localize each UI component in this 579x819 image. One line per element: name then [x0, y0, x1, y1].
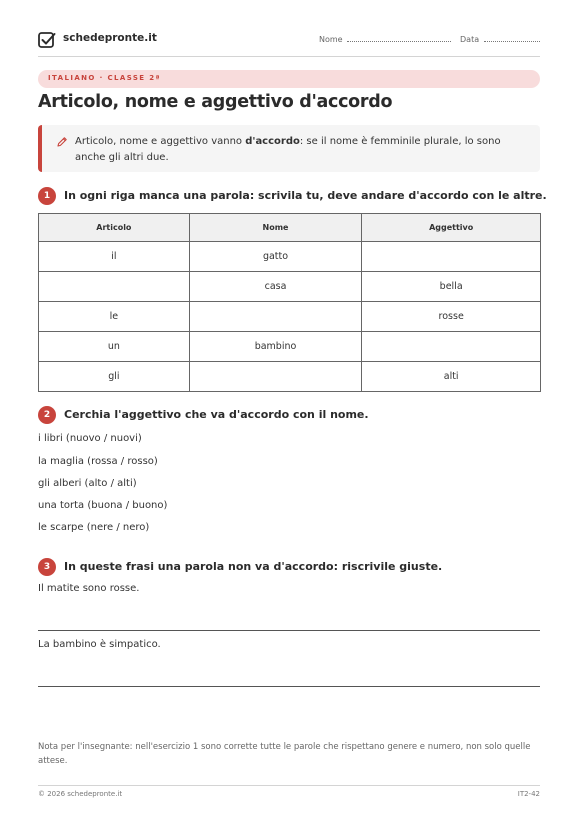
column-header: Nome — [189, 214, 362, 242]
table-cell: bambino — [189, 332, 362, 362]
exercise-number-badge: 1 — [38, 187, 56, 205]
sentence-text: La bambino è simpatico. — [38, 639, 161, 650]
sentence-text: Il matite sono rosse. — [38, 583, 140, 594]
table-header-row — [39, 214, 541, 242]
table-row — [39, 362, 541, 392]
column-header: Aggettivo — [362, 214, 541, 242]
table-cell: le — [39, 302, 190, 332]
agreement-table — [38, 213, 541, 392]
answer-cell[interactable] — [362, 242, 541, 272]
checkbox-icon — [38, 31, 56, 49]
date-field[interactable] — [460, 35, 540, 44]
table-cell: rosse — [362, 302, 541, 332]
table-cell: il — [39, 242, 190, 272]
answer-cell[interactable] — [189, 302, 362, 332]
footer-copyright: © 2026 schedepronte.it — [38, 790, 123, 798]
footer-code: IT2-42 — [517, 790, 540, 798]
list-item[interactable]: la maglia (rossa / rosso) — [38, 456, 158, 467]
page-header — [38, 29, 540, 57]
table-cell: alti — [362, 362, 541, 392]
exercise-number-badge: 3 — [38, 558, 56, 576]
exercise-instruction: In ogni riga manca una parola: scrivila tu, deve andare d'accordo con le altre. — [64, 189, 547, 202]
table-row — [39, 242, 541, 272]
list-item[interactable]: i libri (nuovo / nuovi) — [38, 433, 142, 444]
pencil-icon — [56, 136, 68, 148]
table-row — [39, 272, 541, 302]
answer-cell[interactable] — [39, 272, 190, 302]
page-title: Articolo, nome e aggettivo d'accordo — [38, 92, 393, 112]
brand-name: schedepronte.it — [63, 32, 157, 44]
answer-cell[interactable] — [362, 332, 541, 362]
table-cell: casa — [189, 272, 362, 302]
exercise-instruction: In queste frasi una parola non va d'accordo: riscrivile giuste. — [64, 560, 443, 573]
column-header: Articolo — [39, 214, 190, 242]
list-item[interactable]: una torta (buona / buono) — [38, 500, 168, 511]
list-item[interactable]: le scarpe (nere / nero) — [38, 522, 150, 533]
name-field[interactable] — [319, 35, 451, 44]
info-text: Articolo, nome e aggettivo vanno d'accordo: se il nome è femminile plurale, lo sono anche gli altri due. — [75, 136, 501, 163]
teacher-note: Nota per l'insegnante: nell'esercizio 1 sono corrette tutte le parole che rispettano genere e numero, non solo quelle attese. — [38, 742, 531, 766]
answer-line[interactable] — [38, 686, 540, 687]
table-cell: un — [39, 332, 190, 362]
exercise-number-badge: 2 — [38, 406, 56, 424]
answer-line[interactable] — [38, 630, 540, 631]
table-cell: gli — [39, 362, 190, 392]
subject-tag — [38, 70, 540, 88]
date-label: Data — [460, 35, 480, 44]
exercise-instruction: Cerchia l'aggettivo che va d'accordo con il nome. — [64, 408, 369, 421]
info-box — [38, 125, 540, 172]
table-cell: bella — [362, 272, 541, 302]
list-item[interactable]: gli alberi (alto / alti) — [38, 478, 137, 489]
table-row — [39, 302, 541, 332]
footer-divider — [38, 785, 540, 786]
subject-tag-label: ITALIANO · CLASSE 2ª — [48, 74, 161, 82]
name-label: Nome — [319, 35, 343, 44]
table-cell: gatto — [189, 242, 362, 272]
table-row — [39, 332, 541, 362]
answer-cell[interactable] — [189, 362, 362, 392]
